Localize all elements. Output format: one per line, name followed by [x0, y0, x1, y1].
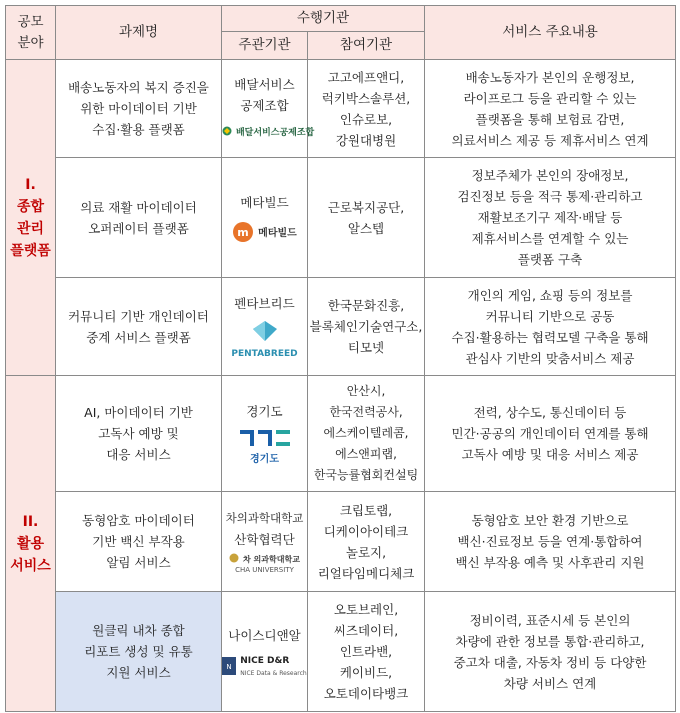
header-field: 공모 분야 — [6, 6, 56, 60]
service-cell: 정보주체가 본인의 장애정보, 검진정보 등을 적극 통제·관리하고 재활보조기구 제작·배달 등 제휴서비스를 연계할 수 있는 플랫폼 구축 — [425, 158, 676, 278]
svg-text:N: N — [226, 663, 232, 671]
task-cell: AI, 마이데이터 기반 고독사 예방 및 대응 서비스 — [56, 376, 222, 492]
section-label-1: I. 종합 관리 플랫폼 — [6, 60, 56, 376]
task-cell: 의료 재활 마이데이터 오퍼레이터 플랫폼 — [56, 158, 222, 278]
section-label-2: II. 활용 서비스 — [6, 376, 56, 712]
partner-cell: 근로복지공단, 알스텝 — [308, 158, 425, 278]
nice-logo: N NICE D&R NICE Data & Research — [222, 654, 307, 679]
header-service: 서비스 주요내용 — [425, 6, 676, 60]
table-row — [6, 592, 676, 712]
service-cell: 전력, 상수도, 통신데이터 등 민간·공공의 개인데이터 연계를 통해 고독사 예방 및 대응 서비스 제공 — [425, 376, 676, 492]
lead-cell: 경기도 경기도 — [222, 376, 308, 492]
service-cell: 배송노동자가 본인의 운행정보, 라이프로그 등을 관리할 수 있는 플랫폼을 통해 보험료 감면, 의료서비스 제공 등 제휴서비스 연계 — [425, 60, 676, 158]
service-cell: 동형암호 보안 환경 기반으로 백신·진료정보 등을 연계·통합하여 백신 부작용 예측 및 사후관리 지원 — [425, 492, 676, 592]
partner-cell: 크립토랩, 디케이아이테크 놀로지, 리얼타임메디체크 — [308, 492, 425, 592]
table-row — [6, 60, 676, 158]
table-row — [6, 158, 676, 278]
lead-cell: 펜타브리드 PENTABREED — [222, 278, 308, 376]
header-agency: 수행기관 — [222, 6, 425, 32]
header-task: 과제명 — [56, 6, 222, 60]
project-table — [5, 5, 676, 712]
lead-cell: 차의과학대학교 산학협력단 차 의과학대학교 CHA UNIVERSITY — [222, 492, 308, 592]
partner-cell: 안산시, 한국전력공사, 에스케이텔레콤, 에스앤피랩, 한국능률협회컨설팅 — [308, 376, 425, 492]
svg-text:m: m — [237, 226, 249, 239]
lead-cell: 배달서비스 공제조합 배달서비스공제조합 — [222, 60, 308, 158]
task-cell: 커뮤니티 기반 개인데이터 중계 서비스 플랫폼 — [56, 278, 222, 376]
service-cell: 개인의 게임, 쇼핑 등의 정보를 커뮤니티 기반으로 공동 수집·활용하는 협력모델 구축을 통해 관심사 기반의 맞춤서비스 제공 — [425, 278, 676, 376]
task-cell: 배송노동자의 복지 증진을 위한 마이데이터 기반 수집·활용 플랫폼 — [56, 60, 222, 158]
lead-cell: 메타빌드 m 메타빌드 — [222, 158, 308, 278]
task-cell: 동형암호 마이데이터 기반 백신 부작용 알림 서비스 — [56, 492, 222, 592]
delivery-logo: 배달서비스공제조합 — [222, 120, 307, 144]
gyeonggi-logo: 경기도 — [222, 428, 307, 466]
lead-cell: 나이스디앤알 N NICE D&R NICE Data & Research — [222, 592, 308, 712]
partner-cell: 한국문화진흥, 블록체인기술연구소, 티모넷 — [308, 278, 425, 376]
partner-cell: 고고에프앤디, 럭키박스솔루션, 인슈로보, 강원대병원 — [308, 60, 425, 158]
table-row — [6, 278, 676, 376]
cha-logo: 차 의과학대학교 CHA UNIVERSITY — [222, 552, 307, 576]
table-row — [6, 492, 676, 592]
pentabreed-logo: PENTABREED — [222, 320, 307, 360]
partner-cell: 오토브레인, 씨즈데이터, 인트라밴, 케이비드, 오토데이타뱅크 — [308, 592, 425, 712]
header-lead: 주관기관 — [222, 32, 308, 60]
service-cell: 정비이력, 표준시세 등 본인의 차량에 관한 정보를 통합·관리하고, 중고차 대출, 자동차 정비 등 다양한 차량 서비스 연계 — [425, 592, 676, 712]
metabuild-logo: m 메타빌드 — [222, 221, 307, 244]
task-cell: 원클릭 내차 종합 리포트 생성 및 유통 지원 서비스 — [56, 592, 222, 712]
table-row — [6, 376, 676, 492]
header-partner: 참여기관 — [308, 32, 425, 60]
